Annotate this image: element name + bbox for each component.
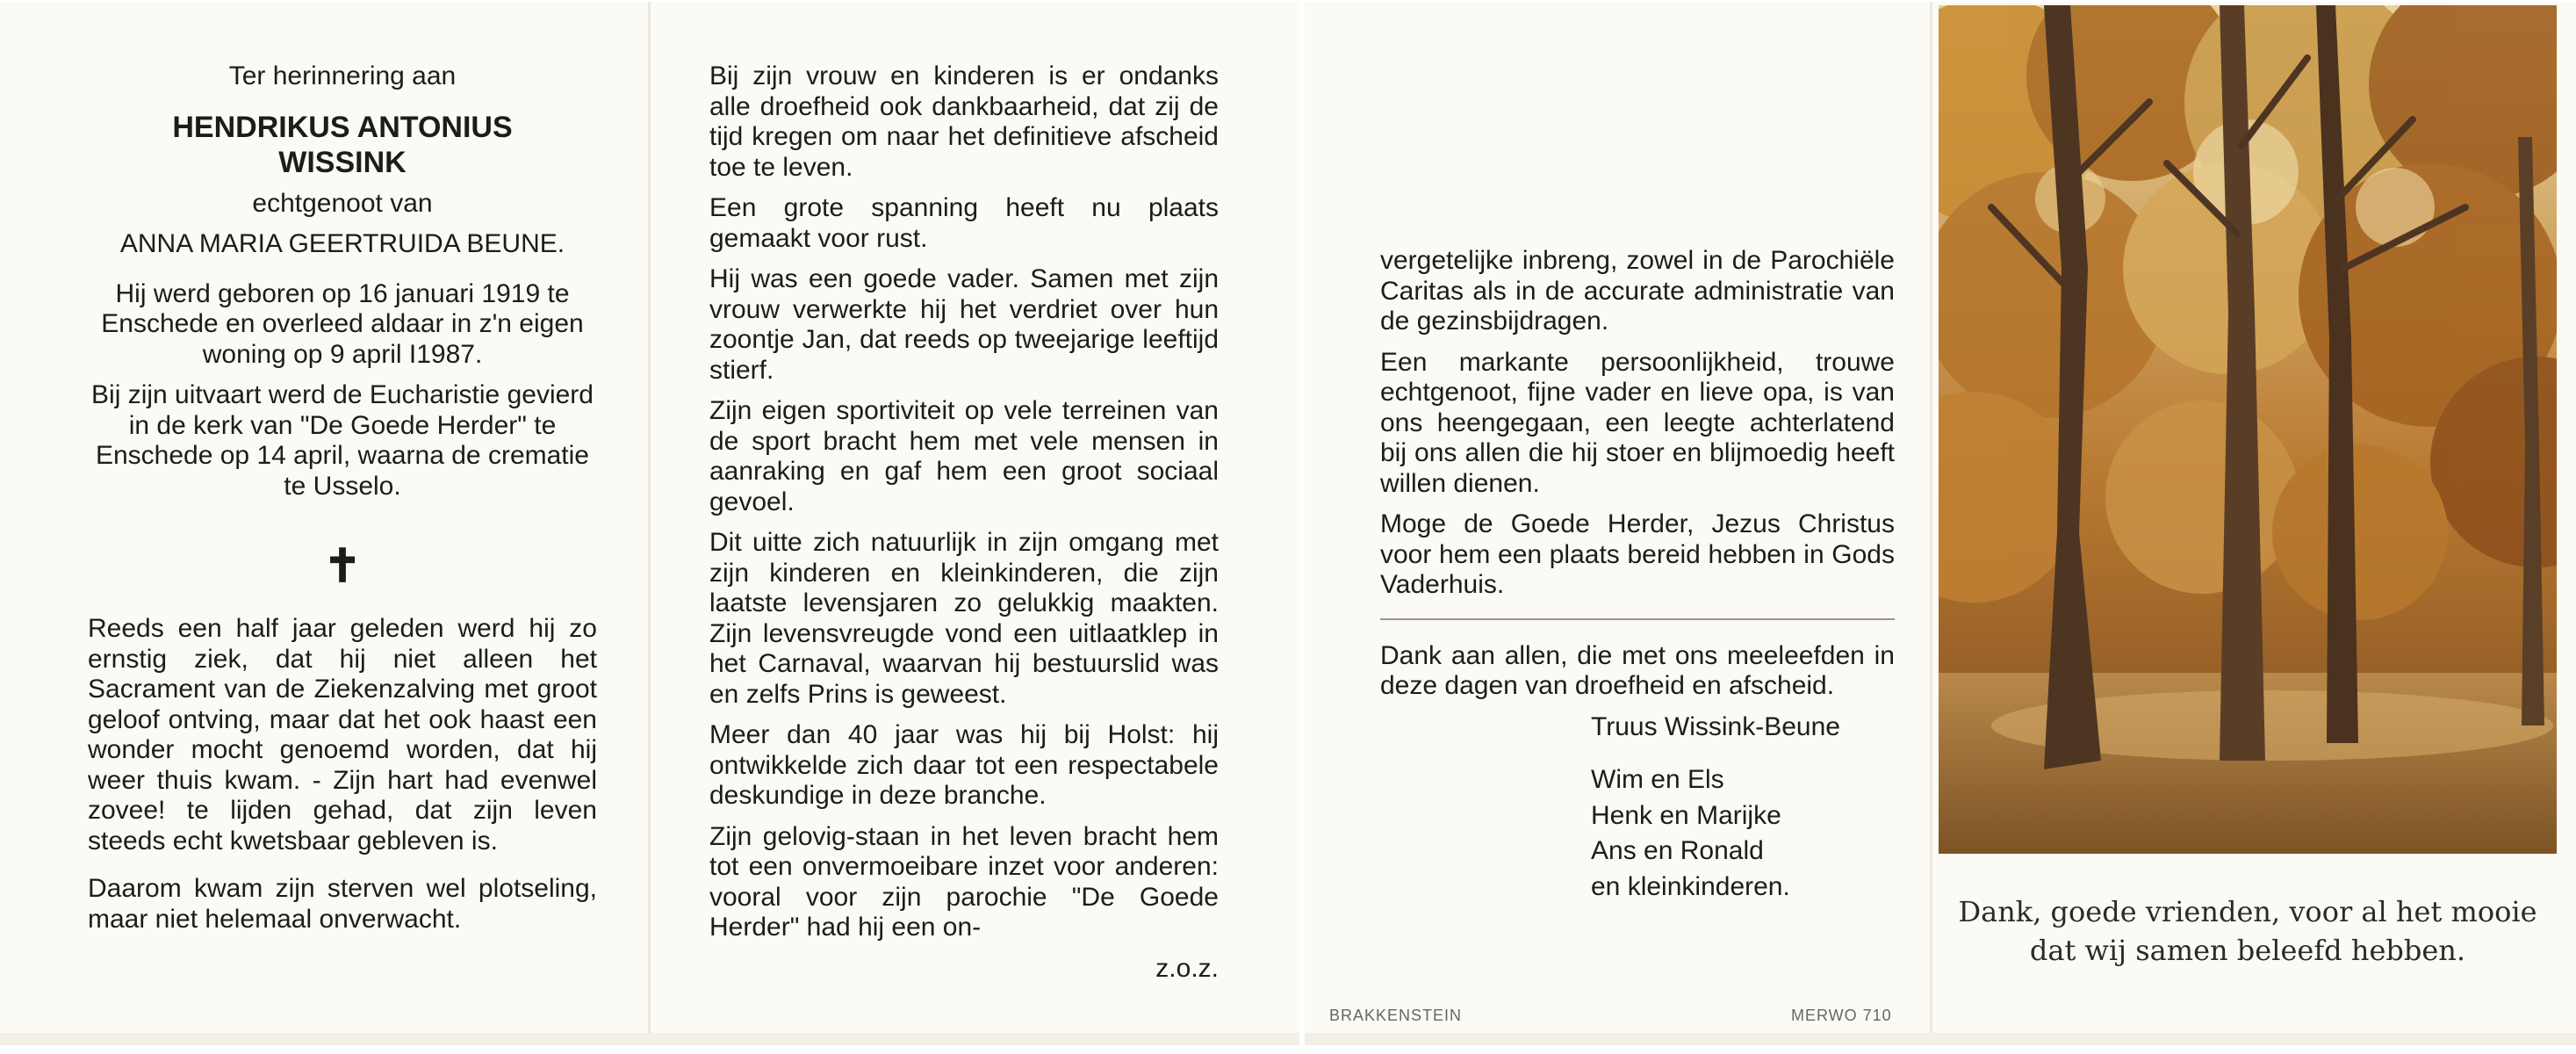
signer-family: en kleinkinderen.: [1591, 871, 1790, 901]
signer-widow: Truus Wissink-Beune: [1591, 711, 1840, 741]
cross-symbol: ✝: [323, 541, 362, 592]
spouse-name: ANNA MARIA GEERTRUIDA BEUNE.: [119, 229, 565, 258]
intro-text: Ter herinnering aan: [228, 61, 457, 90]
card-fold-line: [648, 2, 651, 1045]
paper-edge: [0, 1033, 1299, 1045]
funeral-text: Bij zijn uitvaart werd de Eucharistie gevierd in de kerk van "De Goede Herder" te Enschede op 14 april, waarna de crematie te Usselo.: [91, 380, 594, 501]
deceased-name-line2: WISSINK: [278, 145, 407, 179]
signer-family: Henk en Marijke: [1591, 800, 1781, 830]
tribute-paragraph: Moge de Goede Herder, Jezus Christus voor hem een plaats bereid hebben in Gods Vaderhuis.: [1380, 509, 1895, 599]
tribute-paragraph: vergetelijke inbreng, zowel in de Parochiële Caritas als in de accurate administratie van de gezinsbijdragen.: [1380, 246, 1895, 336]
panel-life-story: [709, 61, 1219, 984]
story-paragraph: Bij zijn vrouw en kinderen is er ondanks alle droefheid ook dankbaarheid, dat zij de tijd kregen om naar het definitieve afscheid toe te leven.: [709, 61, 1219, 182]
caption-line: Dank, goede vrienden, voor al het mooie: [1958, 895, 2537, 928]
divider-rule: [1380, 618, 1895, 620]
panel-tribute: [1380, 246, 1895, 907]
forest-illustration: [1939, 5, 2557, 854]
caption-line: dat wij samen beleefd hebben.: [2029, 934, 2466, 967]
story-paragraph: Zijn gelovig-staan in het leven bracht hem tot een onvermoeibare inzet voor anderen: vooral voor zijn parochie "De Goede Herder" had hij een on-: [709, 821, 1219, 942]
autumn-forest-photo: [1939, 5, 2557, 854]
publisher-imprint: BRAKKENSTEIN: [1329, 1007, 1463, 1024]
story-paragraph: Dit uitte zich natuurlijk in zijn omgang met zijn kinderen en kleinkinderen, die zijn laatste levensjaren zo gelukkig maakten. Zijn levensvreugde vond een uitlaatklep in het Carnaval, waarvan hij bestuurslid was en zelfs Prins is geweest.: [709, 528, 1219, 709]
story-paragraph: Zijn eigen sportiviteit op vele terreinen van de sport bracht hem met vele mensen in aanraking en gaf hem een groot sociaal gevoel.: [709, 396, 1219, 516]
print-code: MERWO 710: [1791, 1007, 1892, 1024]
signatories: [1380, 712, 1895, 903]
photo-caption: [1939, 892, 2557, 970]
paper-edge: [1305, 1033, 2576, 1045]
card-fold-line: [1930, 2, 1932, 1045]
panel-announcement: [88, 61, 597, 945]
tribute-paragraph: Een markante persoonlijkheid, trouwe echtgenoot, fijne vader en lieve opa, is van ons heengegaan, een leegte achterlatend bij ons allen die hij stoer en blijmoedig heeft willen dienen.: [1380, 347, 1895, 498]
illness-paragraph: Reeds een half jaar geleden werd hij zo ernstig ziek, dat hij niet alleen het Sacrament van de Ziekenzalving met groot geloof ontving, maar dat het ook haast een wonder mocht genoemd worden, dat hij weer thuis kwam. - Zijn hart had evenwel zovee! te lijden gehad, dat zijn leven steeds echt kwetsbaar gebleven is.: [88, 614, 597, 855]
story-paragraph: Meer dan 40 jaar was hij bij Holst: hij ontwikkelde zich daar tot een respectabele deskundige in deze branche.: [709, 720, 1219, 810]
story-paragraph: Een grote spanning heeft nu plaats gemaakt voor rust.: [709, 193, 1219, 253]
birth-death-text: Hij werd geboren op 16 januari 1919 te Enschede en overleed aldaar in z'n eigen woning op 9 april I1987.: [101, 278, 584, 369]
story-paragraph: Hij was een goede vader. Samen met zijn vrouw verwerkte hij het verdriet over hun zoontje Jan, dat reeds op tweejarige leeftijd stierf.: [709, 264, 1219, 385]
death-paragraph: Daarom kwam zijn sterven wel plotseling, maar niet helemaal onverwacht.: [88, 874, 597, 934]
thanks-paragraph: Dank aan allen, die met ons meeleefden in deze dagen van droefheid en afscheid.: [1380, 640, 1895, 700]
signer-family: Ans en Ronald: [1591, 836, 1764, 865]
turn-over-note: z.o.z.: [1155, 953, 1219, 983]
signer-family: Wim en Els: [1591, 765, 1724, 794]
spouse-label: echtgenoot van: [252, 188, 433, 218]
deceased-name-line1: HENDRIKUS ANTONIUS: [172, 110, 513, 144]
